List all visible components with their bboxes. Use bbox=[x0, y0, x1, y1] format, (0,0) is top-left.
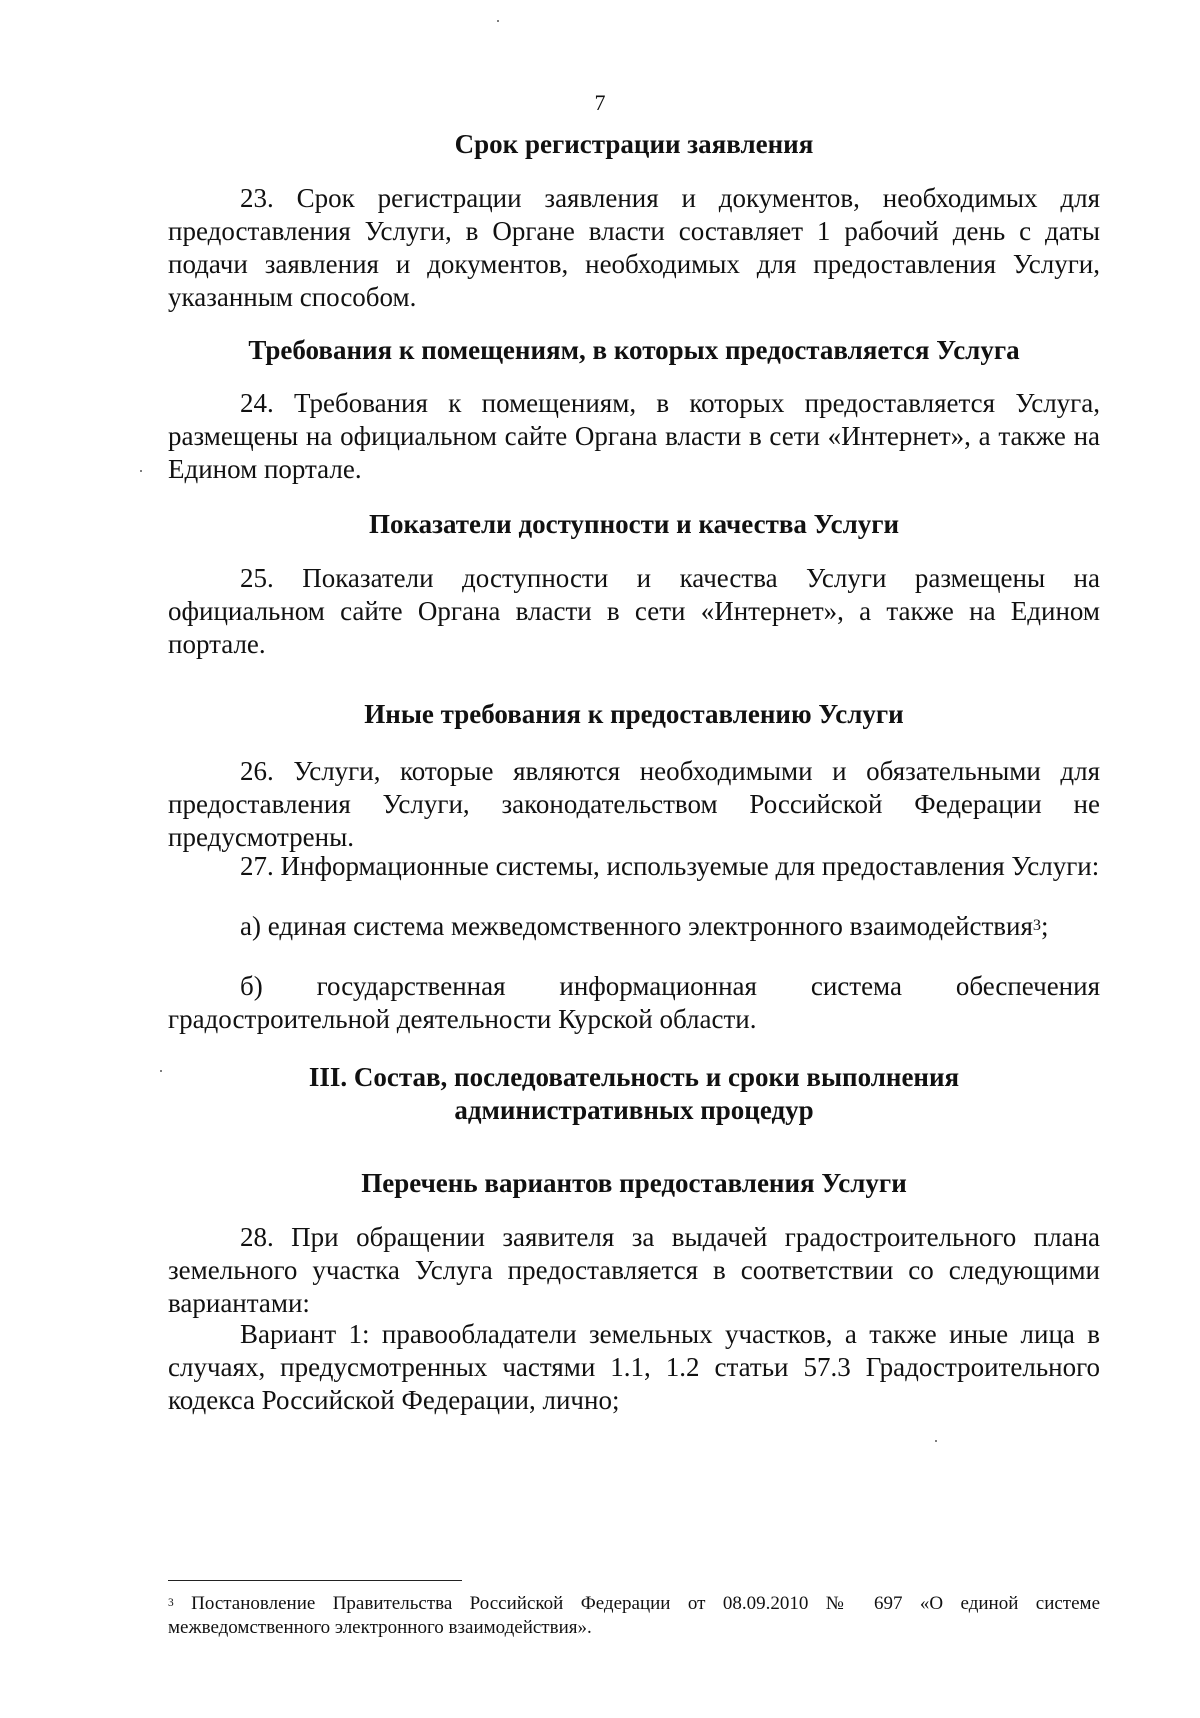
footnote-3 bbox=[168, 1592, 1100, 1640]
list-item-27a-end: ; bbox=[1040, 911, 1049, 941]
scan-speck bbox=[160, 1070, 162, 1072]
paragraph-24-text: 24. Требования к помещениям, в которых предоставляется Услуга, размещены на официальном сайте Органа власти в сети «Интернет», а также на Едином портале. bbox=[168, 388, 1100, 484]
chapter-3-heading-line-1: III. Состав, последовательность и сроки выполнения bbox=[308, 1062, 960, 1092]
footnote-text: Постановление Правительства Российской Федерации от 08.09.2010 № 697 «О единой системе межведомственного электронного взаимодействия». bbox=[168, 1593, 1100, 1638]
scan-speck bbox=[497, 20, 499, 22]
paragraph-23-text: 23. Срок регистрации заявления и документов, необходимых для предоставления Услуги, в Органе власти составляет 1 рабочий день с даты подачи заявления и документов, необходимых для предоставления Услуги, указанным способом. bbox=[168, 183, 1100, 312]
paragraph-27-text: 27. Информационные системы, используемые для предоставления Услуги: bbox=[240, 851, 1100, 881]
section-26-heading: Иные требования к предоставлению Услуги bbox=[364, 699, 904, 729]
paragraph-26 bbox=[168, 755, 1100, 854]
paragraph-25-text: 25. Показатели доступности и качества Услуги размещены на официальном сайте Органа власти в сети «Интернет», а также на Едином портале. bbox=[168, 563, 1100, 659]
scan-speck bbox=[935, 1440, 937, 1442]
paragraph-23 bbox=[168, 182, 1100, 314]
section-25-heading: Показатели доступности и качества Услуги bbox=[368, 509, 900, 539]
paragraph-28 bbox=[168, 1221, 1100, 1320]
list-item-27a-text: а) единая система межведомственного электронного взаимодействия bbox=[240, 911, 1033, 941]
paragraph-26-text: 26. Услуги, которые являются необходимыми и обязательными для предоставления Услуги, законодательством Российской Федерации не предусмотрены. bbox=[168, 756, 1100, 852]
list-item-27b bbox=[168, 970, 1100, 1036]
paragraph-24 bbox=[168, 387, 1100, 486]
paragraph-25 bbox=[168, 562, 1100, 661]
scan-speck bbox=[140, 470, 142, 472]
footnote-ref-3[interactable]: 3 bbox=[1032, 916, 1041, 935]
list-item-27a bbox=[168, 910, 1100, 943]
paragraph-28-text: 28. При обращении заявителя за выдачей градостроительного плана земельного участка Услуга предоставляется в соответствии со следующими вариантами: bbox=[168, 1222, 1100, 1318]
section-28-heading: Перечень вариантов предоставления Услуги bbox=[361, 1168, 907, 1198]
chapter-3-heading-line-2: административных процедур bbox=[454, 1095, 814, 1125]
footnote-mark: 3 bbox=[168, 1596, 174, 1609]
footnote-divider bbox=[168, 1580, 462, 1581]
paragraph-28-variant-1-text: Вариант 1: правообладатели земельных участков, а также иные лица в случаях, предусмотренных частями 1.1, 1.2 статьи 57.3 Градостроительного кодекса Российской Федерации, лично; bbox=[168, 1319, 1100, 1415]
section-24-heading: Требования к помещениям, в которых предоставляется Услуга bbox=[248, 335, 1020, 365]
paragraph-28-variant-1 bbox=[168, 1318, 1100, 1417]
page-number: 7 bbox=[594, 90, 606, 115]
section-23-heading: Срок регистрации заявления bbox=[454, 129, 814, 159]
paragraph-27 bbox=[168, 850, 1100, 883]
list-item-27b-text: б) государственная информационная система обеспечения градостроительной деятельности Курской области. bbox=[168, 971, 1100, 1034]
